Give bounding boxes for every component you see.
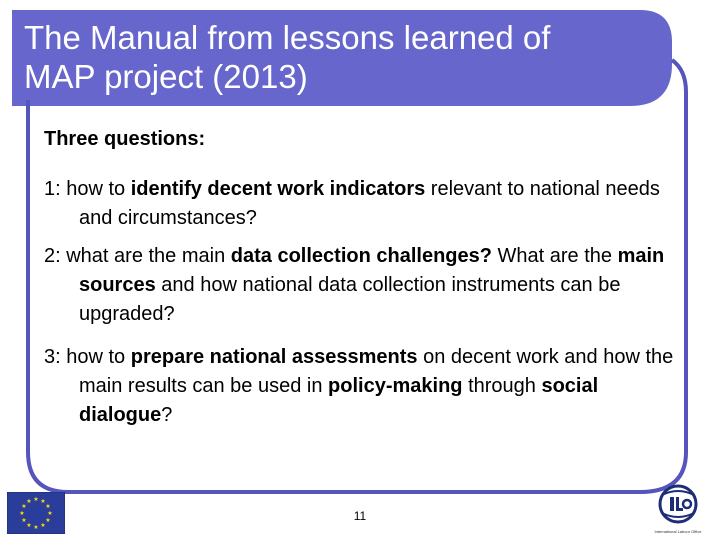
question-text: and how national data collection instruments can be upgraded? [79, 274, 621, 325]
svg-text:★: ★ [47, 510, 53, 517]
question-2 [44, 242, 694, 329]
svg-text:★: ★ [19, 510, 25, 517]
question-3 [44, 343, 694, 430]
question-number: 3 [44, 346, 56, 368]
svg-text:★: ★ [21, 517, 27, 524]
svg-text:★: ★ [45, 517, 51, 524]
question-text: : how to [55, 178, 131, 200]
svg-text:★: ★ [21, 503, 27, 510]
question-text: What are the [491, 245, 618, 267]
question-number: 2 [44, 245, 56, 267]
eu-flag-icon [7, 492, 65, 534]
title-line-1: The Manual from lessons learned of [24, 19, 551, 56]
question-text: ? [161, 404, 173, 426]
svg-text:★: ★ [26, 522, 32, 529]
question-emphasis: main sources [79, 245, 665, 296]
question-emphasis: social dialogue [79, 375, 599, 426]
question-emphasis: prepare national assessments [130, 346, 418, 368]
svg-text:★: ★ [45, 503, 51, 510]
question-text: through [462, 375, 542, 397]
question-text: relevant to national needs and circumstances? [79, 178, 660, 229]
question-text: on decent work and how the main results can be used in [79, 346, 674, 397]
slide-title [24, 18, 664, 96]
title-line-2: MAP project (2013) [24, 58, 308, 95]
question-text: : what are the main [55, 245, 231, 267]
svg-text:★: ★ [33, 496, 39, 503]
question-emphasis: data collection challenges? [230, 245, 492, 267]
question-text: : how to [55, 346, 131, 368]
svg-text:★: ★ [40, 498, 46, 505]
question-emphasis: policy-making [328, 375, 463, 397]
ilo-caption: International Labour Office [654, 529, 702, 534]
question-number: 1 [44, 178, 56, 200]
svg-text:★: ★ [26, 498, 32, 505]
svg-text:★: ★ [33, 524, 39, 531]
ilo-logo-icon [648, 483, 708, 538]
questions-heading: Three questions: [44, 128, 206, 150]
svg-text:★: ★ [40, 522, 46, 529]
question-1 [44, 175, 694, 233]
page-number: 11 [353, 509, 367, 523]
question-emphasis: identify decent work indicators [130, 178, 426, 200]
slide-body [44, 125, 694, 442]
